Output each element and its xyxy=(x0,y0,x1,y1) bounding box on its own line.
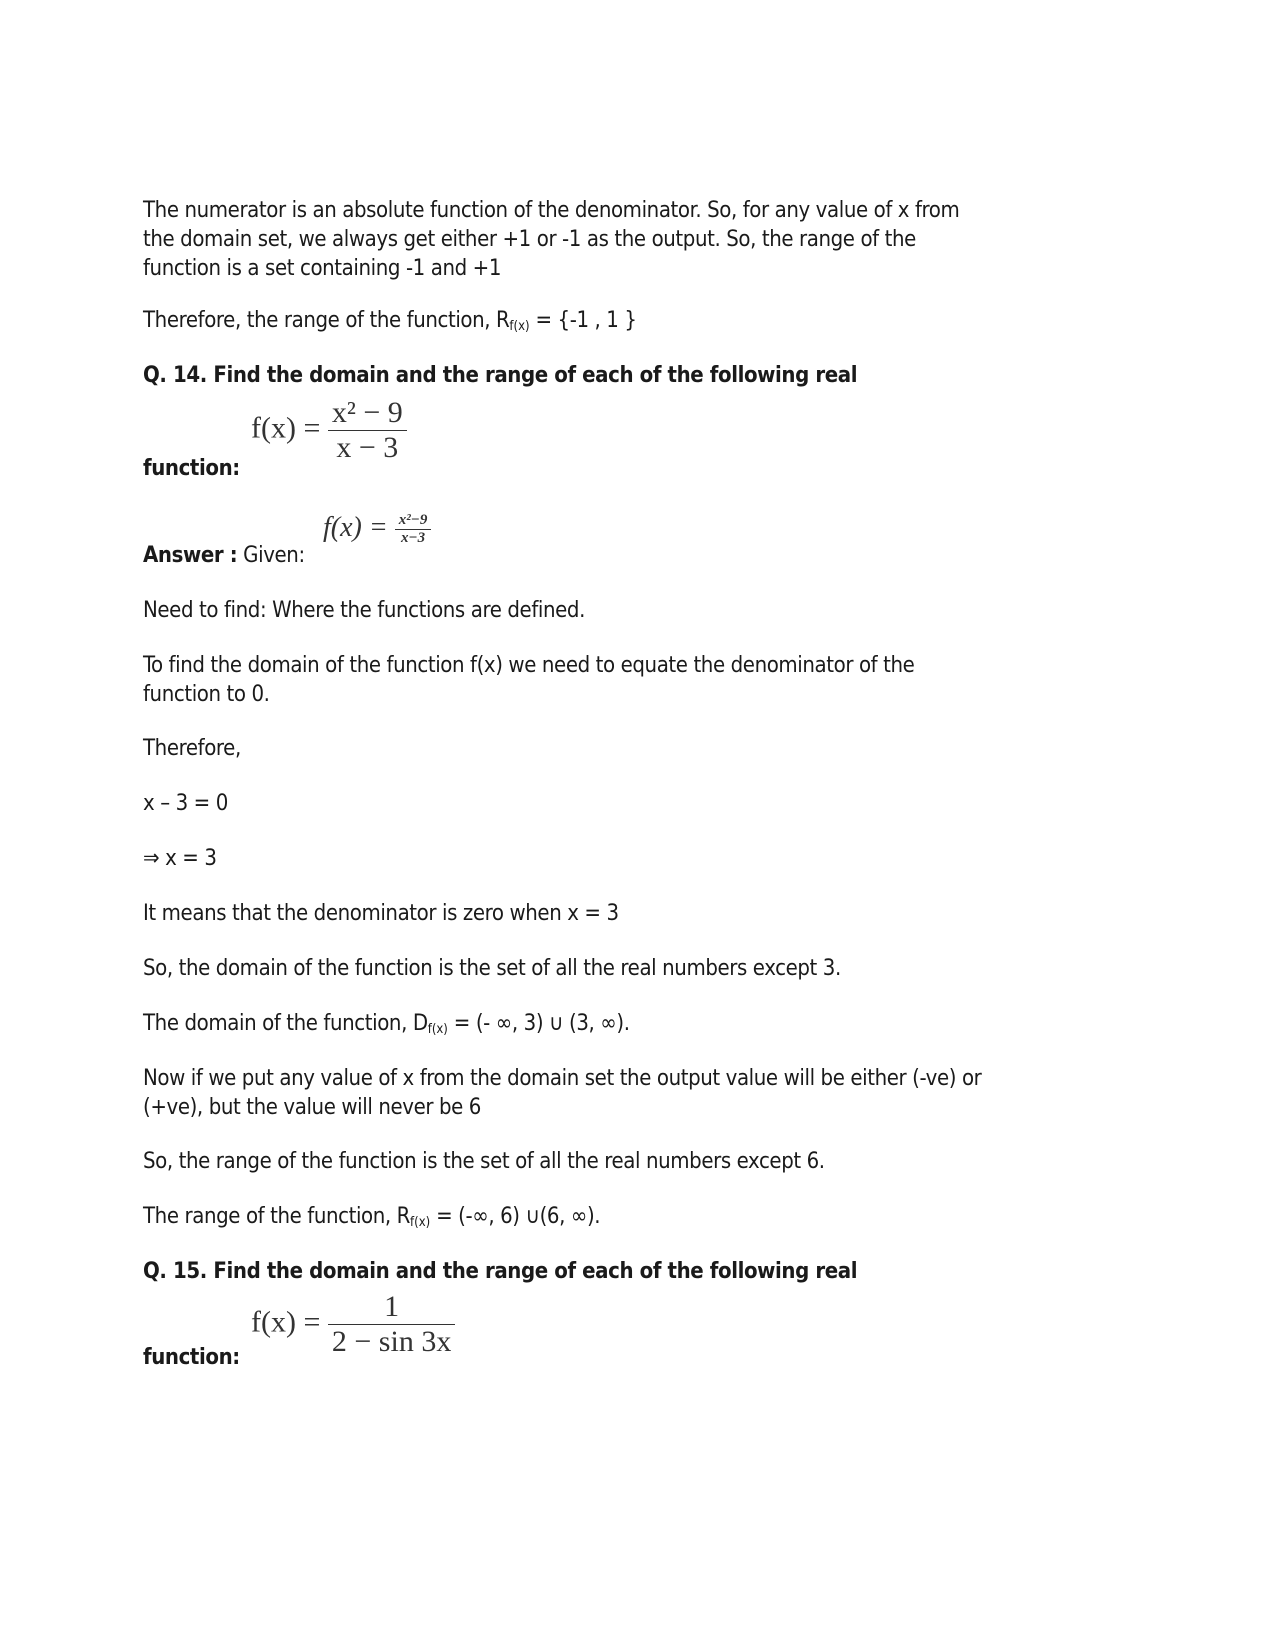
q14-formula xyxy=(251,396,407,465)
numerator: x²−9 xyxy=(395,512,432,530)
numerator: x² − 9 xyxy=(328,396,407,431)
fraction xyxy=(328,396,407,465)
formula-lhs: f(x) = xyxy=(251,1305,321,1339)
function-label: function: xyxy=(143,1345,240,1370)
output-value-text xyxy=(143,1064,981,1122)
numerator: 1 xyxy=(328,1290,455,1325)
domain-set-text: So, the domain of the function is the set of all the real numbers except 3. xyxy=(143,956,841,981)
subscript: f(x) xyxy=(509,319,530,334)
text: = {-1 , 1 } xyxy=(529,308,637,333)
denominator: x−3 xyxy=(401,530,426,547)
range-set-text: So, the range of the function is the set of all the real numbers except 6. xyxy=(143,1149,825,1174)
fraction xyxy=(328,1290,455,1359)
denominator: 2 − sin 3x xyxy=(331,1325,452,1358)
text-line: Now if we put any value of x from the domain set the output value will be either (-ve) or xyxy=(143,1066,982,1091)
text-line: (+ve), but the value will never be 6 xyxy=(143,1095,481,1120)
text-line: To find the domain of the function f(x) we need to equate the denominator of the xyxy=(143,653,915,678)
text: The domain of the function, D xyxy=(143,1011,428,1036)
need-to-find: Need to find: Where the functions are defined. xyxy=(143,598,585,623)
equation-1: x – 3 = 0 xyxy=(143,791,228,816)
range-result xyxy=(143,1202,600,1237)
denominator: x − 3 xyxy=(336,431,399,464)
given-formula xyxy=(323,512,431,547)
fraction xyxy=(395,512,432,547)
therefore-text: Therefore, xyxy=(143,736,241,761)
function-label: function: xyxy=(143,456,240,481)
q15-formula xyxy=(251,1290,455,1359)
text: = (- ∞, 3) ∪ (3, ∞). xyxy=(447,1011,630,1036)
answer-label: Answer : xyxy=(143,543,238,568)
domain-method xyxy=(143,651,914,709)
subscript: f(x) xyxy=(427,1022,448,1037)
text-line: The numerator is an absolute function of the denominator. So, for any value of x from xyxy=(143,198,960,223)
text-line: the domain set, we always get either +1 or -1 as the output. So, the range of the xyxy=(143,227,916,252)
equation-2: ⇒ x = 3 xyxy=(143,846,217,871)
text: = (-∞, 6) ∪(6, ∞). xyxy=(430,1204,601,1229)
given-label: Given: xyxy=(237,543,305,568)
domain-result xyxy=(143,1009,630,1044)
text: Therefore, the range of the function, R xyxy=(143,308,510,333)
paragraph-absolute-function xyxy=(143,196,959,283)
formula-lhs: f(x) = xyxy=(251,411,321,445)
formula-lhs: f(x) = xyxy=(323,512,388,543)
denominator-zero: It means that the denominator is zero when x = 3 xyxy=(143,901,619,926)
subscript: f(x) xyxy=(410,1215,431,1230)
text-line: function is a set containing -1 and +1 xyxy=(143,256,502,281)
text: The range of the function, R xyxy=(143,1204,411,1229)
question-15-title: Q. 15. Find the domain and the range of each of the following real xyxy=(143,1259,858,1284)
range-statement xyxy=(143,306,637,341)
answer-line xyxy=(143,541,305,570)
question-14-title: Q. 14. Find the domain and the range of each of the following real xyxy=(143,363,858,388)
text-line: function to 0. xyxy=(143,682,270,707)
